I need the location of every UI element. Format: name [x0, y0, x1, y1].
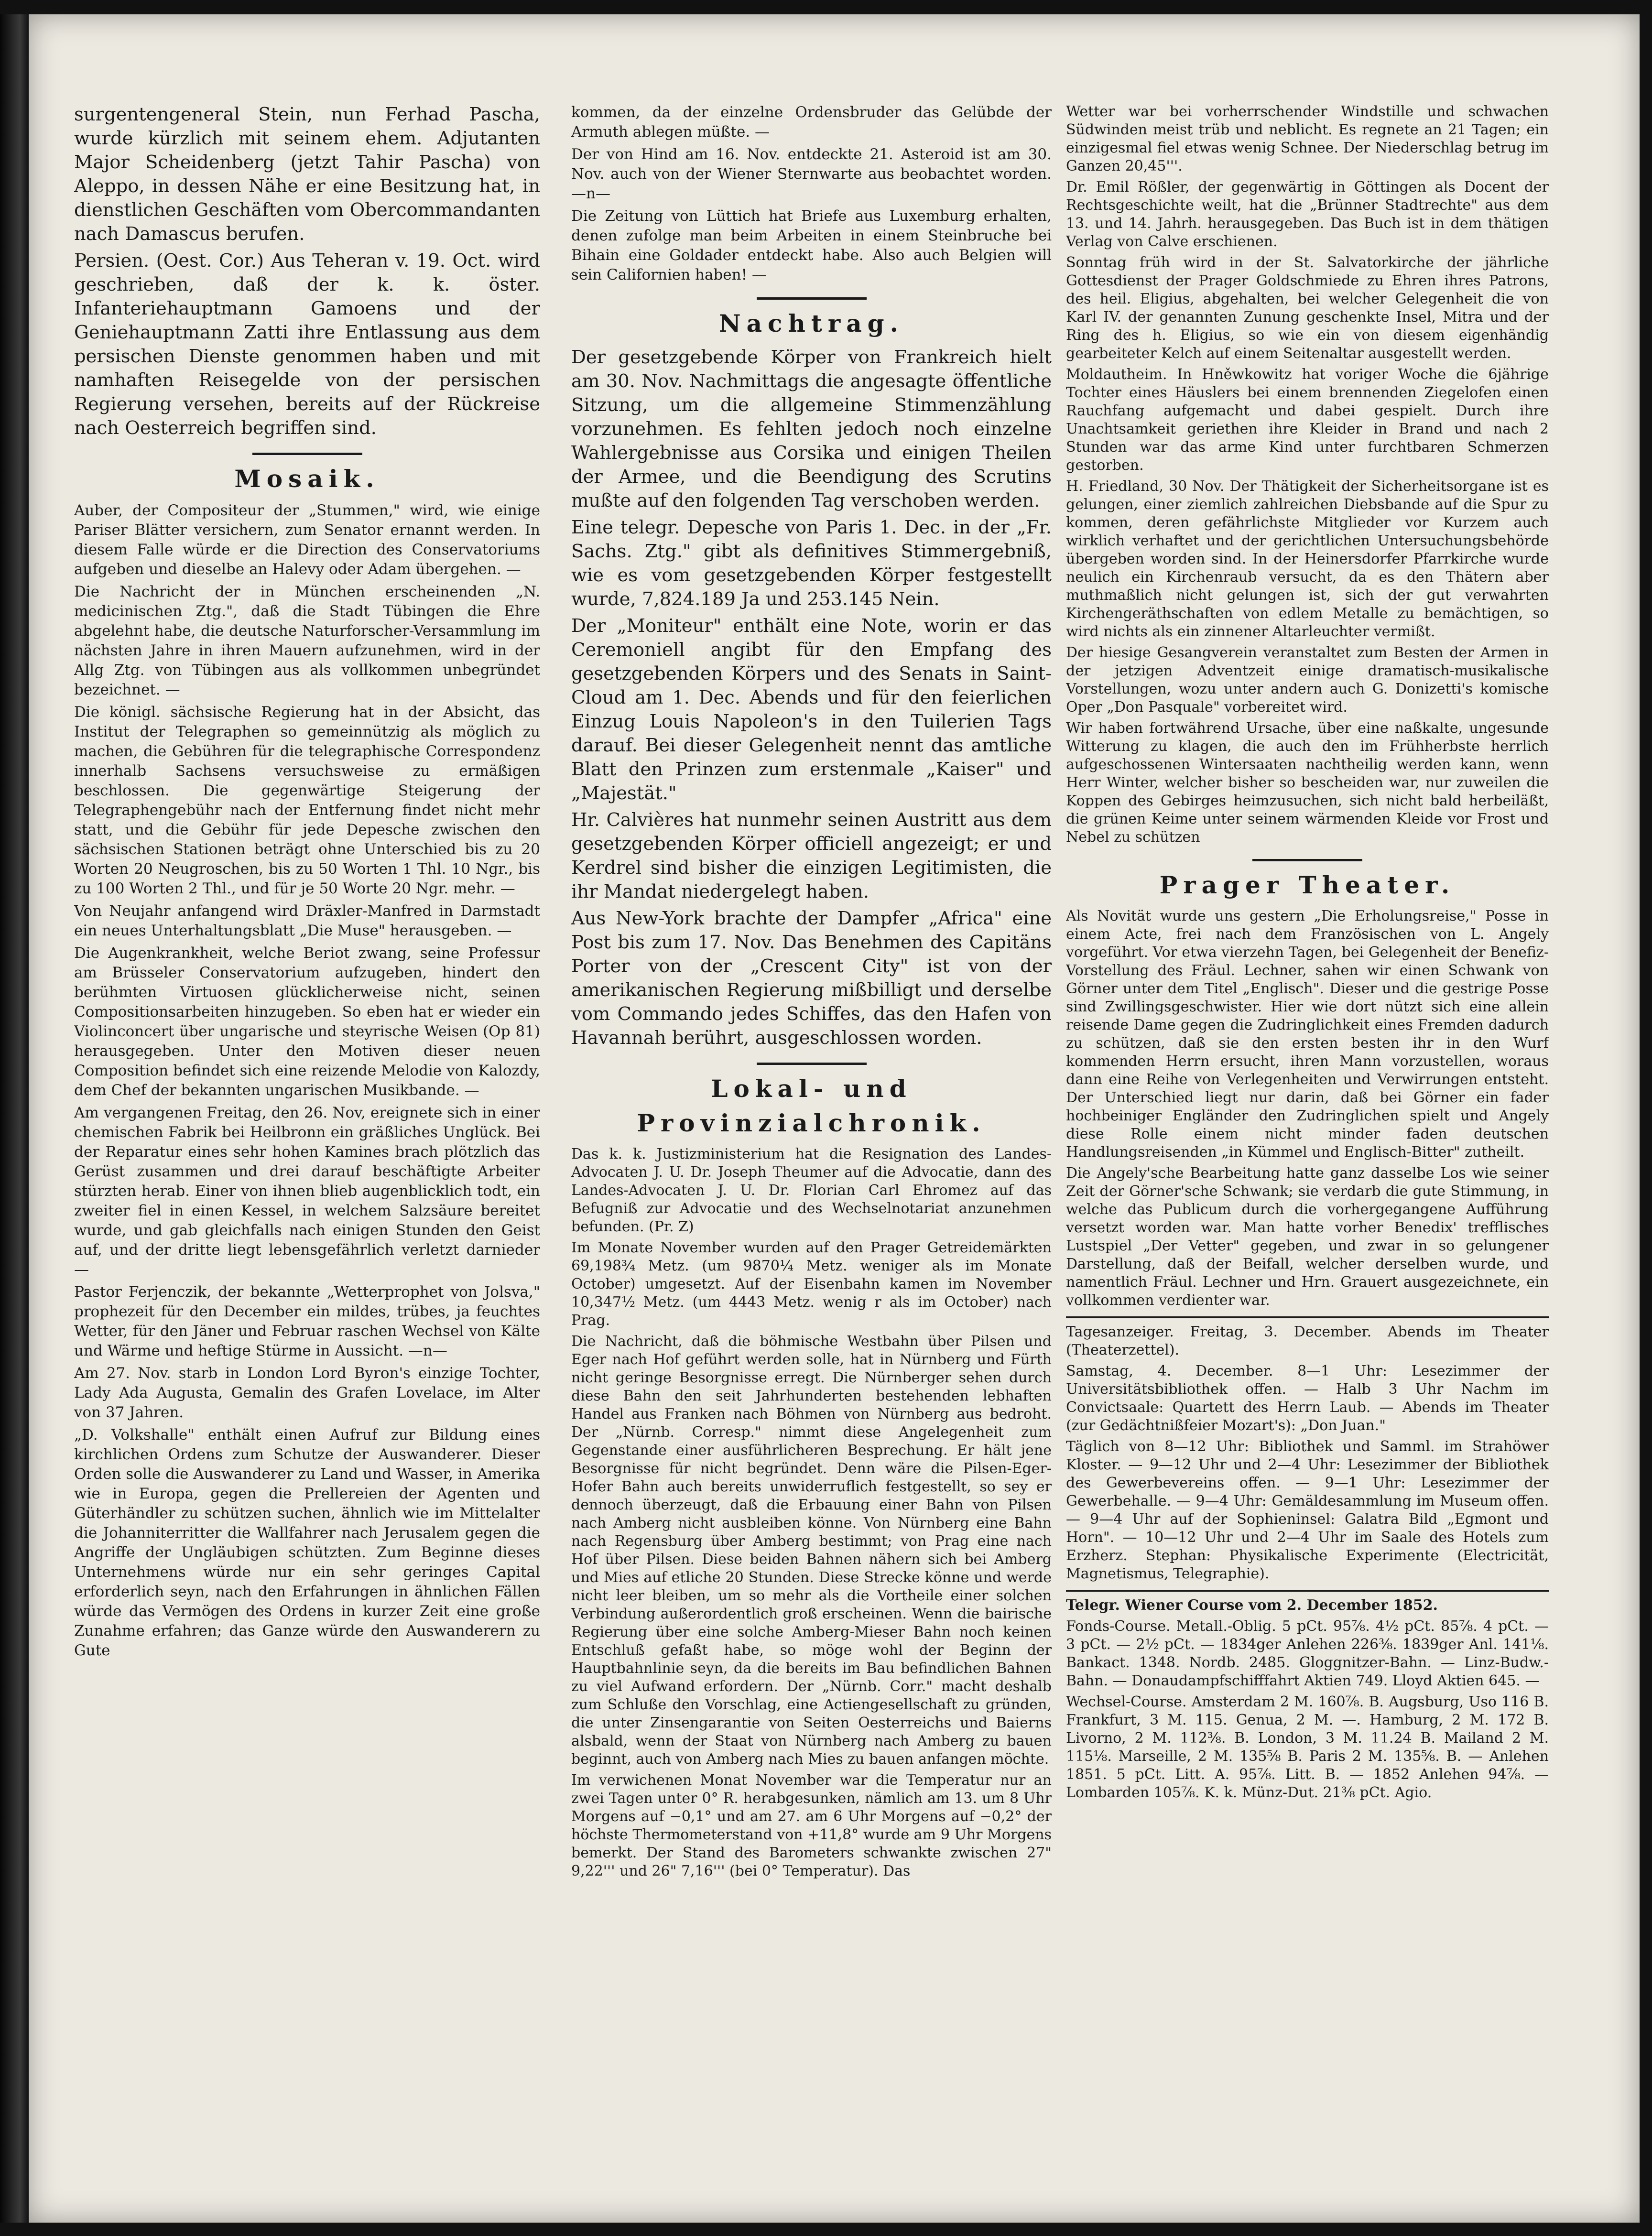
page-binding-edge [0, 14, 29, 2223]
article-paragraph: Der „Moniteur" enthält eine Note, worin er das Ceremoniell angibt für den Empfang des gesetzgebenden Körpers und des Senats in Saint-Cloud am 1. Dec. Abends und für den feierlichen Einzug Louis Napoleon's in den Tuilerien Tags darauf. Bei dieser Gelegenheit nennt das amtliche Blatt den Prinzen zum erstenmale „Kaiser" und „Majestät." [571, 615, 1052, 804]
column-3 [1066, 103, 1549, 2196]
article-paragraph: Die Nachricht, daß die böhmische Westbahn über Pilsen und Eger nach Hof geführt werden solle, hat in Nürnberg und Fürth nicht geringe Besorgnisse erregt. Die Nürnberger sehen durch diese Bahn den seit Jahrhunderten bestehenden lebhaften Handel aus Franken nach Böhmen von Nürnberg aus bedroht. Der „Nürnb. Corresp." nimmt diese Angelegenheit zum Gegenstande einer ausführlicheren Besprechung. Er hält jene Besorgnisse für nicht begründet. Denn wäre die Pilsen-Eger-Hofer Bahn auch bereits unwiderruflich festgestellt, so sey er dennoch überzeugt, daß die Erbauung einer Bahn von Pilsen nach Amberg nicht ausbleiben könne. Von Nürnberg eine Bahn nach Regensburg über Amberg bestimmt; von Prag eine nach Hof über Pilsen. Diese beiden Bahnen nähern sich bei Amberg und Mies auf etliche 20 Stunden. Diese Strecke könne und werde nicht leer bleiben, um so mehr als die Vortheile einer solchen Verbindung außerordentlich groß erscheinen. Wenn die bairische Regierung über eine solche Amberg-Mieser Bahn noch keinen Entschluß gefaßt habe, so möge wohl der Beginn der Hauptbahnlinie seyn, da die bereits im Bau befindlichen Bahnen zu viel Aufwand erfordern. Der „Nürnb. Corr." macht deshalb zum Schluße den Vorschlag, eine Actiengesellschaft zu gründen, die unter Zinsengarantie von Seiten Oesterreichs und Baierns alsbald, wenn der Staat von Nürnberg nach Amberg zu bauen beginnt, auch von Amberg nach Mies zu bauen anfangen möchte. [571, 1333, 1052, 1768]
article-paragraph: Am 27. Nov. starb in London Lord Byron's einzige Tochter, Lady Ada Augusta, Gemalin des Grafen Lovelace, im Alter von 37 Jahren. [74, 1365, 540, 1421]
article-paragraph: Im Monate November wurden auf den Prager Getreidemärkten 69,198¾ Metz. (um 9870¼ Metz. weniger als im Monate October) umgesetzt. Auf der Eisenbahn kamen im November 10,347½ Metz. (um 4443 Metz. wenig r als im October) nach Prag. [571, 1239, 1052, 1329]
article-paragraph: Von Neujahr anfangend wird Dräxler-Manfred in Darmstadt ein neues Unterhaltungsblatt „Die Muse" herausgeben. — [74, 902, 540, 939]
article-paragraph: Hr. Calvières hat nunmehr seinen Austritt aus dem gesetzgebenden Körper officiell angezeigt; er und Kerdrel sind bisher die einzigen Legitimisten, die ihr Mandat niedergelegt haben. [571, 809, 1052, 902]
tagesanzeiger-heading: Tagesanzeiger. Freitag, 3. December. Abends im Theater (Theaterzettel). [1066, 1324, 1549, 1358]
article-paragraph: Im verwichenen Monat November war die Temperatur nur an zwei Tagen unter 0° R. herabgesunken, nämlich am 13. um 8 Uhr Morgens auf −0,1° und am 27. am 6 Uhr Morgens auf −0,2° der höchste Thermometerstand von +11,8° wurde am 9 Uhr Morgens bemerkt. Der Stand des Barometers schwankte zwischen 27" 9,22''' und 26" 7,16''' (bei 0° Temperatur). Das [571, 1772, 1052, 1879]
article-paragraph: Die Angely'sche Bearbeitung hatte ganz dasselbe Los wie seiner Zeit der Görner'sche Schwank; sie verdarb die gute Stimmung, in welche das Publicum durch die vorhergegangene Aufführung versetzt worden war. Man hatte vorher Benedix' trefflisches Lustspiel „Der Vetter" gegeben, und zwar in so gelungener Darstellung, daß der Beifall, welcher derselben wurde, und namentlich Fräul. Lechner und Hrn. Grauert ausgezeichnete, ein vollkommen verdienter war. [1066, 1165, 1549, 1309]
article-paragraph: Das k. k. Justizministerium hat die Resignation des Landes-Advocaten J. U. Dr. Joseph Theumer auf die Advocatie, dann des Landes-Advocaten J. U. Dr. Florian Carl Ehromez auf das Befugniß zur Advocatie und des Wechselnotariat anzunehmen befunden. (Pr. Z) [571, 1146, 1052, 1235]
article-paragraph: Der hiesige Gesangverein veranstaltet zum Besten der Armen in der jetzigen Adventzeit einige dramatisch-musikalische Vorstellungen, wozu unter andern auch G. Donizetti's komische Oper „Don Pasquale" vorbereitet wird. [1066, 644, 1549, 716]
article-paragraph: Auber, der Compositeur der „Stummen," wird, wie einige Pariser Blätter versichern, zum Senator ernannt werden. In diesem Falle würde er die Direction des Conservatoriums aufgeben und dieselbe an Halevy oder Adam übergehen. — [74, 502, 540, 578]
wechsel-course: Wechsel-Course. Amsterdam 2 M. 160⅞. B. Augsburg, Uso 116 B. Frankfurt, 3 M. 115. Genua, 2 M. —. Hamburg, 2 M. 172 B. Livorno, 2 M. 112⅜. B. London, 3 M. 11.24 B. Mailand 2 M. 115⅛. Marseille, 2 M. 135⅝ B. Paris 2 M. 135⅝. B. — Anlehen 1851. 5 pCt. Litt. A. 95⅞. Litt. B. — 1852 Anlehen 94⅞. — Lombarden 105⅞. K. k. Münz-Dut. 21⅜ pCt. Agio. [1066, 1693, 1549, 1801]
article-paragraph: Als Novität wurde uns gestern „Die Erholungsreise," Posse in einem Acte, frei nach dem Französischen von L. Angely vorgeführt. Vor etwa vierzehn Tagen, bei Gelegenheit der Benefiz-Vorstellung des Fräul. Lechner, sahen wir einen Schwank von Görner unter dem Titel „Englisch". Dieser und die gestrige Posse sind Zwillingsgeschwister. Hier wie dort nützt sich eine allein reisende Dame gegen die Zudringlichkeit eines Fremden dadurch zu schützen, daß sie den ersten besten ihr in den Wurf kommenden Herrn ersucht, ihren Mann vorzustellen, woraus dann eine Reihe von Verlegenheiten und Verwirrungen entsteht. Der Unterschied liegt nur darin, daß bei Görner ein fader hochbeiniger Engländer den Zudringlichen spielt und Angely diese Rolle einem nicht minder faden deutschen Handlungsreisenden „in Kümmel und Englisch-Bitter" zutheilt. [1066, 908, 1549, 1161]
section-rule [1066, 1590, 1549, 1592]
section-heading-mosaik: Mosaik. [234, 465, 380, 493]
article-paragraph: kommen, da der einzelne Ordensbruder das Gelübde der Armuth ablegen müßte. — [571, 104, 1052, 141]
article-paragraph: „D. Volkshalle" enthält einen Aufruf zur Bildung eines kirchlichen Ordens zum Schutze der Auswanderer. Dieser Orden solle die Auswanderer zu Land und Wasser, in Amerika wie in Europa, gegen die Prellereien der Agenten und Güterhändler zu schützen suchen, ähnlich wie im Mittelalter die Johanniterritter die Wallfahrer nach Jerusalem gegen die Angriffe der Ungläubigen schützten. Zum Beginne dieses Unternehmens würde nur ein sehr geringes Capital erforderlich seyn, nach den Erfahrungen in ähnlichen Fällen würde das Vermögen des Ordens in kurzer Zeit eine große Zunahme erfahren; das Ganze würde den Auswanderern zu Gute [74, 1426, 540, 1659]
article-persien: Persien. (Oest. Cor.) Aus Teheran v. 19. Oct. wird geschrieben, daß der k. k. öster. Infanteriehauptmann Gamoens und der Geniehauptmann Zatti ihre Entlassung aus dem persischen Dienste genommen haben und mit namhaften Reisegelde von der persischen Regierung versehen, bereits auf der Rückreise nach Oesterreich begriffen sind. [74, 250, 540, 439]
article-paragraph: Dr. Emil Rößler, der gegenwärtig in Göttingen als Docent der Rechtsgeschichte weilt, hat die „Brünner Stadtrechte" aus dem 13. und 14. Jahrh. herausgegeben. Das Buch ist in dem thätigen Verlag von Calve erschienen. [1066, 179, 1549, 250]
article-paragraph: Die Nachricht der in München erscheinenden „N. medicinischen Ztg.", daß die Stadt Tübingen die Ehre abgelehnt habe, die deutsche Naturforscher-Versammlung im nächsten Jahre in ihren Mauern aufzunehmen, wird in der Allg Ztg. von Tübingen aus als vollkommen unbegründet bezeichnet. — [74, 583, 540, 698]
article-paragraph: Aus New-York brachte der Dampfer „Africa" eine Post bis zum 17. Nov. Das Benehmen des Capitäns Porter von der „Crescent City" ist von der amerikanischen Regierung mißbilligt und derselbe vom Commando jedes Schiffes, das den Hafen von Havannah berührt, ausgeschlossen worden. [571, 908, 1052, 1049]
article-paragraph: Wir haben fortwährend Ursache, über eine naßkalte, ungesunde Witterung zu klagen, die auch den im Frühherbste herrlich aufgeschossenen Wintersaaten nachtheilig werden kann, wenn Herr Winter, welcher bisher so bescheiden war, nur zuweilen die Koppen des Gebirges heimzusuchen, sich nicht bald herbeiläßt, die grünen Keime unter seinem wärmenden Kleide vor Frost und Nebel zu schützen [1066, 720, 1549, 846]
article-paragraph: Wetter war bei vorherrschender Windstille und schwachen Südwinden meist trüb und neblicht. Es regnete an 21 Tagen; ein einzigesmal fiel etwas wenig Schnee. Der Niederschlag betrug im Ganzen 20,45'''. [1066, 103, 1549, 174]
article-paragraph: H. Friedland, 30 Nov. Der Thätigkeit der Sicherheitsorgane ist es gelungen, einer ziemlich zahlreichen Diebsbande auf die Spur zu kommen, deren gefährlichste Mitglieder vor Kurzem auch wirklich verhaftet und der gerichtlichen Untersuchungsbehörde übergeben worden sind. In der Heinersdorfer Pfarrkirche wurde neulich ein Kirchenraub versucht, da es den Thätern aber muthmaßlich nicht gelungen ist, sich der gut verwahrten Kirchengeräthschaften von edlem Metalle zu bemächtigen, so wird nichts als ein zinnener Altarleuchter vermißt. [1066, 478, 1549, 640]
article-paragraph: surgentengeneral Stein, nun Ferhad Pascha, wurde kürzlich mit seinem ehem. Adjutanten Major Scheidenberg (jetzt Tahir Pascha) von Aleppo, in dessen Nähe er eine Besitzung hat, in dienstlichen Geschäften vom Obercommandanten nach Damascus berufen. [74, 104, 540, 245]
article-paragraph: Eine telegr. Depesche von Paris 1. Dec. in der „Fr. Sachs. Ztg." gibt als definitives Stimmergebniß, wie es vom gesetzgebenden Körper festgestellt wurde, 7,824.189 Ja und 253.145 Nein. [571, 517, 1052, 610]
section-heading-lokalchronik: Lokal- und Provinzialchronik. [637, 1075, 986, 1137]
article-paragraph: Die Augenkrankheit, welche Beriot zwang, seine Professur am Brüsseler Conservatorium aufzugeben, hindert den berühmten Virtuosen glücklicherweise nicht, seinen Compositionsarbeiten hinzugeben. So eben hat er wieder ein Violinconcert über ungarische und steyrische Weisen (Op 81) herausgegeben. Unter den Motiven dieser neuen Composition befindet sich eine reizende Melodie von Kalozdy, dem Chef der bekannten ungarischen Musikbande. — [74, 944, 540, 1099]
tagesanzeiger-taeglich: Täglich von 8—12 Uhr: Bibliothek und Samml. im Strahöwer Kloster. — 9—12 Uhr und 2—4 Uhr: Lesezimmer der Bibliothek des Gewerbevereins offen. — 9—1 Uhr: Lesezimmer der Gewerbehalle. — 9—4 Uhr: Gemäldesammlung im Museum offen. — 9—4 Uhr auf der Sophieninsel: Galatra Bild „Egmont und Horn". — 10—12 Uhr und 2—4 Uhr im Saale des Hotels zum Erzherz. Stephan: Physikalische Experimente (Electricität, Magnetismus, Telegraphie). [1066, 1438, 1549, 1582]
article-paragraph: Pastor Ferjenczik, der bekannte „Wetterprophet von Jolsva," prophezeit für den December ein mildes, trübes, ja feuchtes Wetter, für den Jäner und Februar raschen Wechsel von Kälte und Wärme und heftige Stürme in Aussicht. —n— [74, 1283, 540, 1359]
section-rule [252, 453, 362, 455]
column-1 [74, 103, 540, 2196]
tagesanzeiger-samstag: Samstag, 4. December. 8—1 Uhr: Lesezimmer der Universitätsbibliothek offen. — Halb 3 Uhr Nachm im Convictsaale: Quartett des Herrn Laub. — Abends im Theater (zur Gedächtnißfeier Mozart's): „Don Juan." [1066, 1363, 1549, 1434]
article-paragraph: Am vergangenen Freitag, den 26. Nov, ereignete sich in einer chemischen Fabrik bei Heilbronn ein gräßliches Unglück. Bei der Reparatur eines sehr hohen Kamines brach plötzlich das Gerüst zusammen und drei darauf beschäftigte Arbeiter stürzten herab. Einer von ihnen blieb augenblicklich todt, ein zweiter fiel in einen Kessel, in welchem Salzsäure bereitet wurde, und gab gleichfalls nach einigen Stunden den Geist auf, und der dritte liegt lebensgefährlich verletzt darnieder — [74, 1104, 540, 1278]
section-rule [757, 1063, 867, 1065]
section-rule [757, 297, 867, 300]
section-rule [1252, 859, 1362, 861]
article-paragraph: Sonntag früh wird in der St. Salvatorkirche der jährliche Gottesdienst der Prager Goldschmiede zu Ehren ihres Patrons, des heil. Eligius, abgehalten, bei welcher Gelegenheit die von Karl IV. der genannten Zunung geschenkte Insel, Mitra und der Ring des h. Eligius, so wie ein von diesem eigenhändig gearbeiteter Kelch auf einem Seitenaltar ausgestellt werden. [1066, 254, 1549, 362]
article-paragraph: Der von Hind am 16. Nov. entdeckte 21. Asteroid ist am 30. Nov. auch von der Wiener Sternwarte aus beobachtet worden. —n— [571, 146, 1052, 202]
section-heading-nachtrag: Nachtrag. [718, 309, 904, 337]
section-heading-prager-theater: Prager Theater. [1159, 871, 1456, 899]
course-heading: Telegr. Wiener Course vom 2. December 1852. [1066, 1597, 1438, 1614]
article-paragraph: Der gesetzgebende Körper von Frankreich hielt am 30. Nov. Nachmittags die angesagte öffentliche Sitzung, um die allgemeine Stimmenzählung vorzunehmen. Es fehlten jedoch noch einzelne Wahlergebnisse aus Corsika und einigen Theilen der Armee, und die Beendigung des Scrutins mußte auf den folgenden Tag verschoben werden. [571, 347, 1052, 511]
fonds-course: Fonds-Course. Metall.-Oblig. 5 pCt. 95⅞. 4½ pCt. 85⅞. 4 pCt. — 3 pCt. — 2½ pCt. — 1834ger Anlehen 226⅜. 1839ger Anl. 141⅛. Bankact. 1348. Nordb. 2485. Gloggnitzer-Bahn. — Linz-Budw.-Bahn. — Donaudampfschifffahrt Aktien 749. Lloyd Aktien 645. — [1066, 1618, 1549, 1689]
article-paragraph: Die königl. sächsische Regierung hat in der Absicht, das Institut der Telegraphen so gemeinnützig als möglich zu machen, die Gebühren für die telegraphische Correspondenz innerhalb Sachsens versuchsweise zu ermäßigen beschlossen. Die gegenwärtige Steigerung der Telegraphengebühr nach der Entfernung findet nicht mehr statt, und die Gebühr für jede Depesche zwischen den sächsischen Stationen beträgt ohne Unterschied bis zu 20 Worten 20 Neugroschen, bis zu 50 Worten 1 Thl. 10 Ngr., bis zu 100 Worten 2 Thl., und für je 50 Worte 20 Ngr. mehr. — [74, 704, 540, 897]
article-paragraph: Moldautheim. In Hněwkowitz hat voriger Woche die 6jährige Tochter eines Häuslers bei einem brennenden Ziegelofen einen Rauchfang aufgemacht und dabei gespielt. Durch ihre Unachtsamkeit geriethen ihre Kleider in Brand und nach 2 Stunden war das arme Kind unter furchtbaren Schmerzen gestorben. [1066, 366, 1549, 474]
section-rule [1066, 1316, 1549, 1318]
column-2 [571, 103, 1052, 2196]
article-paragraph: Die Zeitung von Lüttich hat Briefe aus Luxemburg erhalten, denen zufolge man beim Arbeiten in einem Steinbruche bei Bihain eine Goldader entdeckt habe. Also auch Belgien will sein Californien haben! — [571, 207, 1052, 283]
